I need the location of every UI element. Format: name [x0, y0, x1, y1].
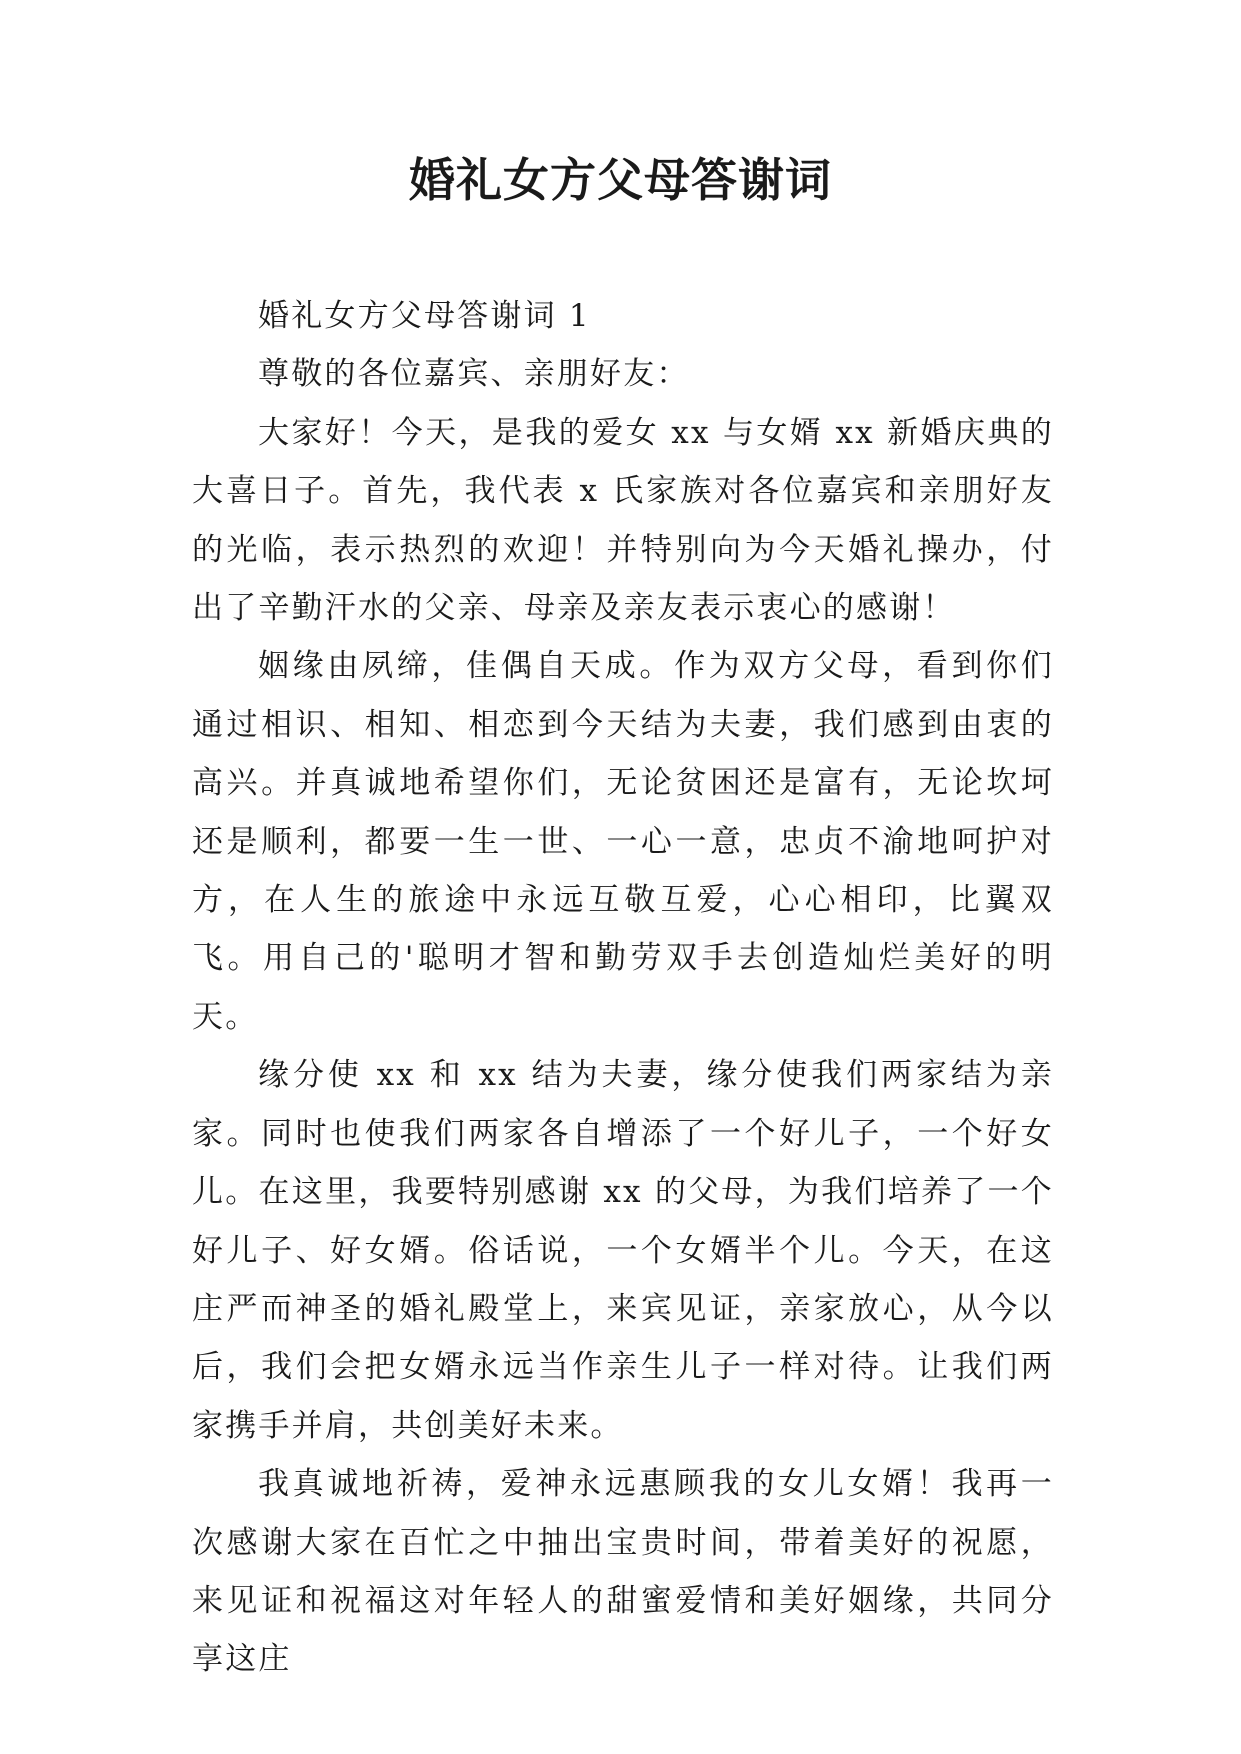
paragraph: 我真诚地祈祷，爱神永远惠顾我的女儿女婿！我再一次感谢大家在百忙之中抽出宝贵时间，带着美好的祝愿，来见证和祝福这对年轻人的甜蜜爱情和美好姻缘，共同分享这庄 [192, 1466, 1054, 1678]
document-title: 婚礼女方父母答谢词 [409, 153, 832, 207]
paragraph: 大家好！今天，是我的爱女 xx 与女婿 xx 新婚庆典的大喜日子。首先，我代表 x 氏家族对各位嘉宾和亲朋好友的光临，表示热烈的欢迎！并特别向为今天婚礼操办，付出了辛勤汗水的父亲、母亲及亲友表示衷心的感谢！ [192, 414, 1054, 627]
document-body [192, 287, 1054, 1689]
paragraph: 缘分使 xx 和 xx 结为夫妻，缘分使我们两家结为亲家。同时也使我们两家各自增添了一个好儿子，一个好女儿。在这里，我要特别感谢 xx 的父母，为我们培养了一个好儿子、好女婿。俗话说，一个女婿半个儿。今天，在这庄严而神圣的婚礼殿堂上，来宾见证，亲家放心，从今以后，我们会把女婿永远当作亲生儿子一样对待。让我们两家携手并肩，共创美好未来。 [192, 1057, 1054, 1444]
salutation: 尊敬的各位嘉宾、亲朋好友： [258, 356, 690, 393]
section-heading: 婚礼女方父母答谢词 1 [258, 298, 591, 334]
paragraph: 姻缘由夙缔，佳偶自天成。作为双方父母，看到你们通过相识、相知、相恋到今天结为夫妻，我们感到由衷的高兴。并真诚地希望你们，无论贫困还是富有，无论坎坷还是顺利，都要一生一世、一心一意，忠贞不渝地呵护对方，在人生的旅途中永远互敬互爱，心心相印，比翼双飞。用自己的'聪明才智和勤劳双手去创造灿烂美好的明天。 [192, 648, 1054, 1035]
